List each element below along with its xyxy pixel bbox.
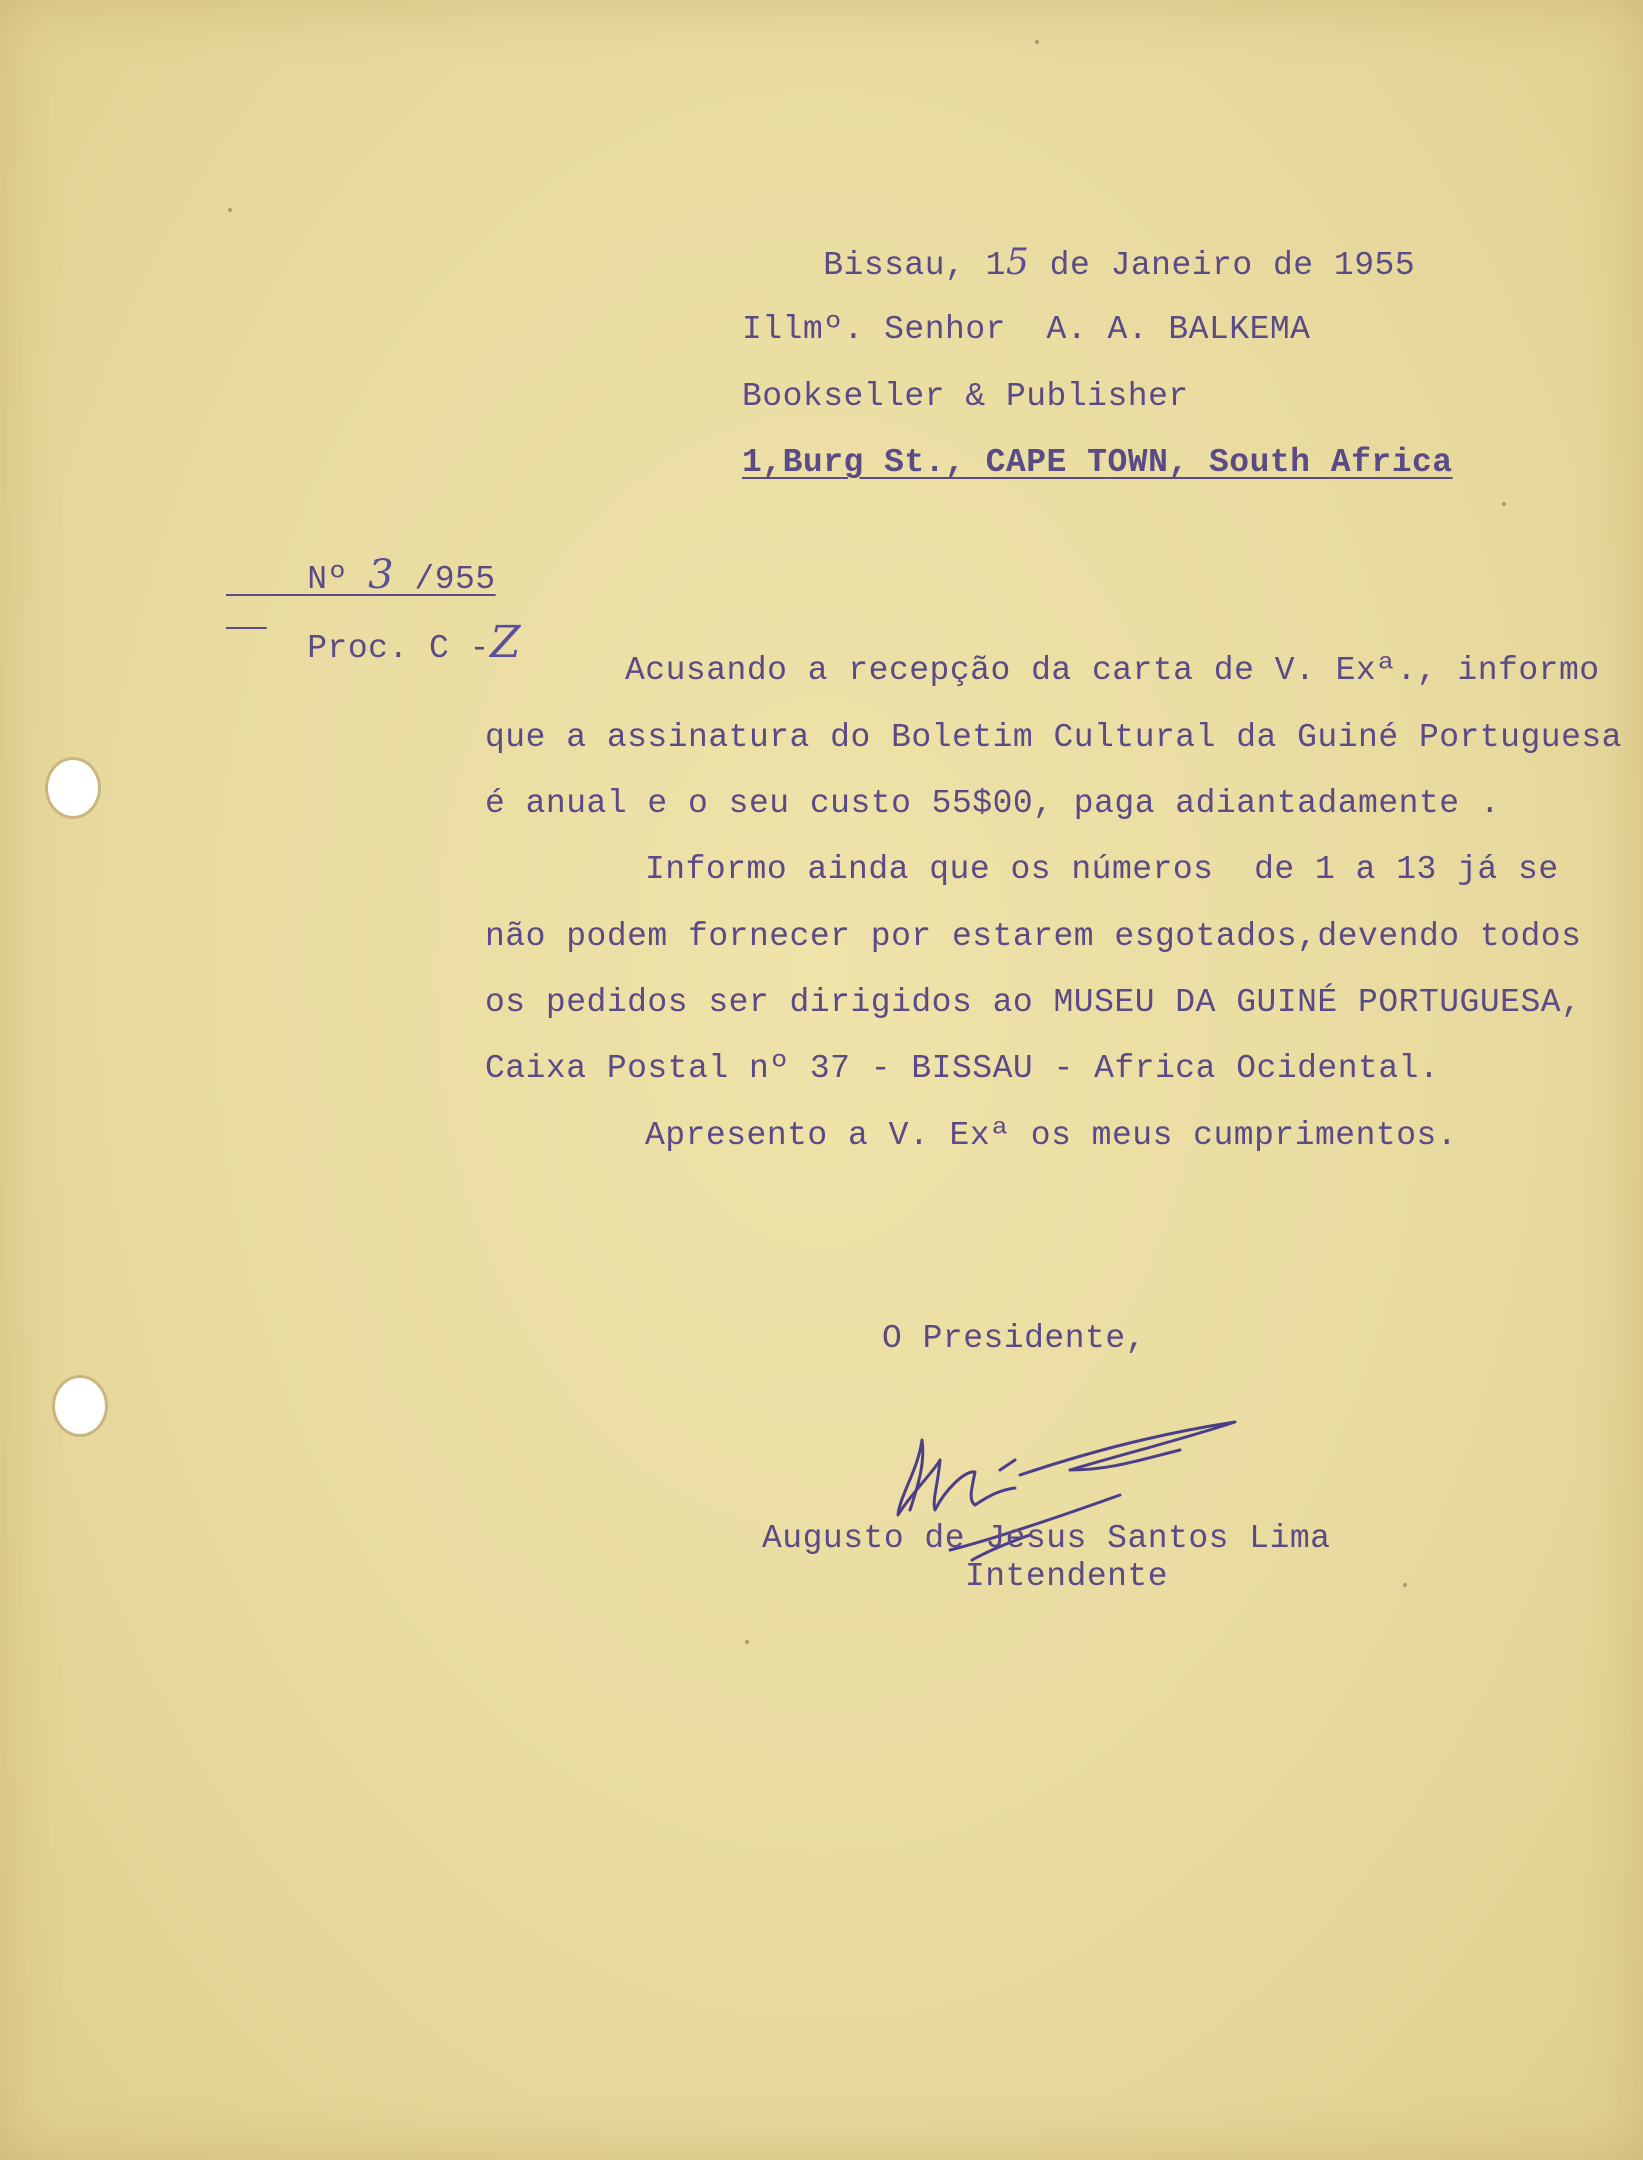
ref-number-handwritten: 3 [368, 552, 395, 598]
body-line-5: não podem fornecer por estarem esgotados,devendo todos [485, 918, 1582, 955]
date-day-handwritten: 5 [1005, 242, 1030, 283]
ref-number-prefix: Nº [307, 561, 369, 598]
closing-title: O Presidente, [882, 1320, 1146, 1357]
addressee-title: Bookseller & Publisher [742, 378, 1189, 415]
date-rest: de Janeiro de 1955 [1029, 247, 1416, 284]
signatory-name: Augusto de Jesus Santos Lima [762, 1520, 1331, 1557]
body-line-6: os pedidos ser dirigidos ao MUSEU DA GUINÉ PORTUGUESA, [485, 984, 1582, 1021]
body-line-4: Informo ainda que os números de 1 a 13 já se [645, 851, 1559, 888]
ref-number-suffix: /955 [394, 561, 496, 598]
body-line-7: Caixa Postal nº 37 - BISSAU - Africa Ocidental. [485, 1050, 1440, 1087]
punch-hole-bottom [55, 1378, 105, 1434]
punch-hole-top [48, 760, 98, 816]
body-line-1: Acusando a recepção da carta de V. Exª., informo [625, 652, 1600, 689]
addressee-address: 1,Burg St., CAPE TOWN, South Africa [742, 444, 1453, 481]
reference-proc [226, 588, 521, 698]
date-prefix: Bissau, 1 [823, 247, 1006, 284]
body-line-2: que a assinatura do Boletim Cultural da Guiné Portuguesa [485, 719, 1622, 756]
addressee-salutation: Illmº. Senhor A. A. BALKEMA [742, 311, 1311, 348]
body-line-8: Apresento a V. Exª os meus cumprimentos. [645, 1117, 1458, 1154]
signatory-role: Intendente [965, 1558, 1169, 1595]
body-line-3: é anual e o seu custo 55$00, paga adiantadamente . [485, 785, 1501, 822]
ref-proc-prefix: Proc. C - [307, 630, 490, 667]
ref-proc-handwritten: Z [489, 617, 522, 668]
letter-date [742, 212, 1415, 315]
